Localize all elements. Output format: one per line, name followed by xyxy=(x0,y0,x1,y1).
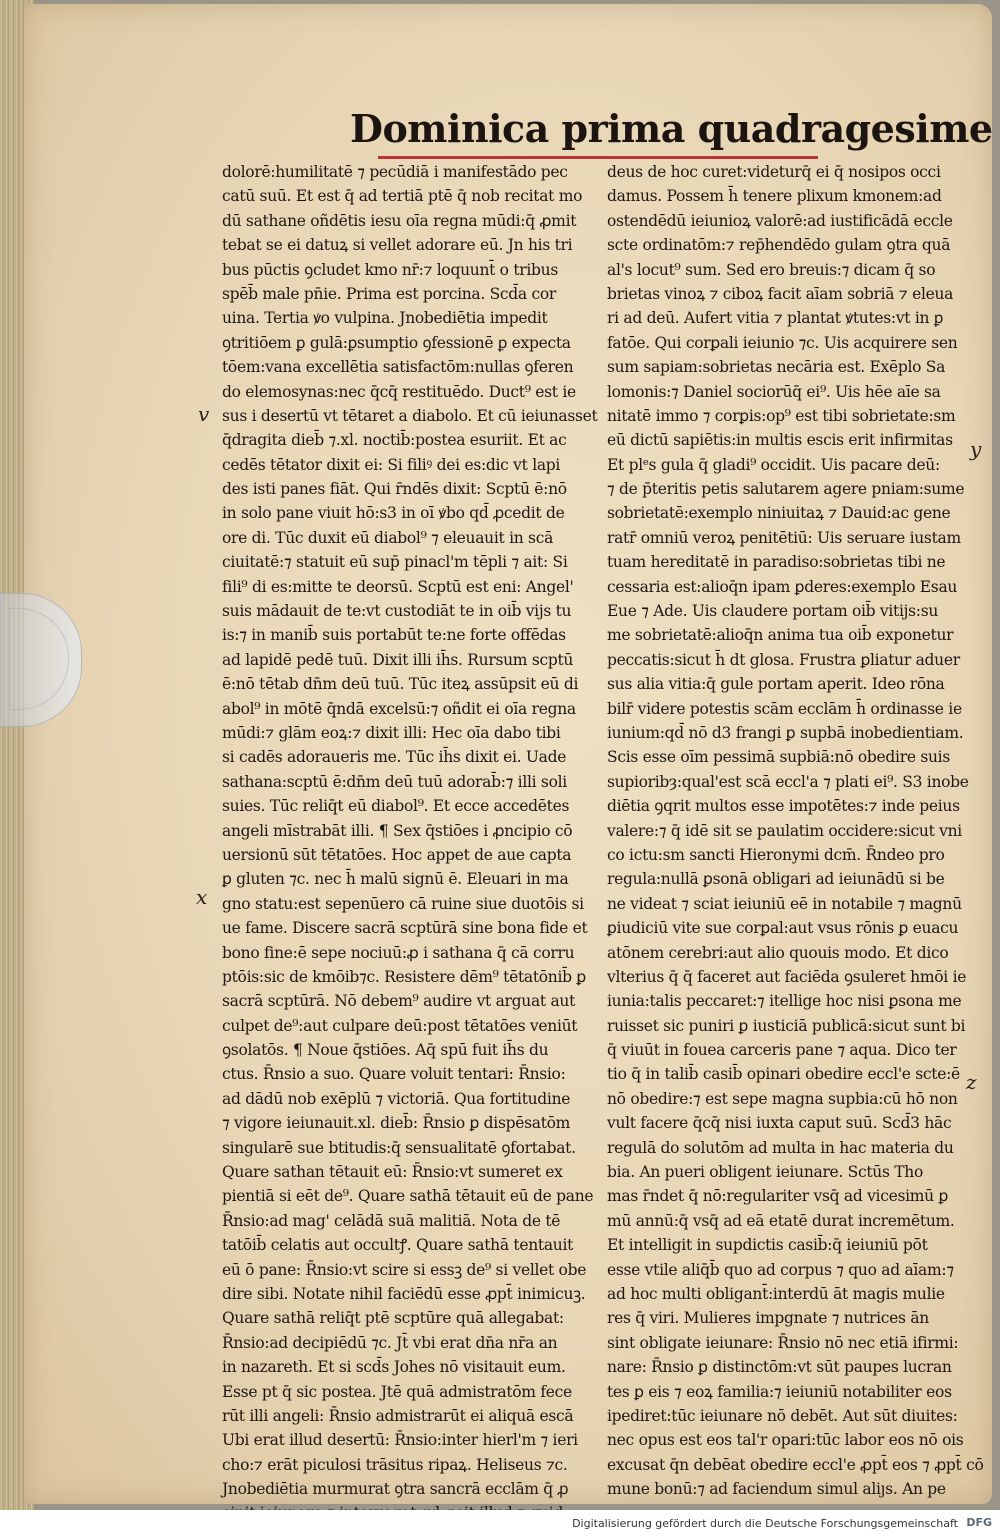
text-line: R̄nsio:ad mag' celādā suā malitiā. Nota de tē xyxy=(222,1211,561,1230)
text-line: sus alia vitia:q̄ gule portam aperit. Ideo rōna xyxy=(607,675,945,694)
text-line: brietas vinoꝝ ⁊ ciboꝝ facit aīam sobriā ⁊ eleua xyxy=(607,284,954,303)
text-line: tatōib̄ celatis aut occultꝭ. Quare sathā tentauit xyxy=(222,1236,574,1255)
header-title: Dominica prima quadragesime xyxy=(350,106,993,151)
digitization-footer xyxy=(0,1510,1000,1538)
text-line: iunia:talis peccaret:⁊ itellige hoc nisi ꝑsona me xyxy=(607,992,962,1011)
text-line: ad dādū nob exēplū ⁊ victoriā. Qua fortitudine xyxy=(222,1089,571,1108)
text-line: me sobrietatē:alioq̄n anima tua oib̄ exponetur xyxy=(607,626,954,645)
text-line: Scis esse oīm pessimā supbiā:nō obedire suis xyxy=(607,748,950,767)
text-line: eū ō pane: R̄nsio:vt scire si essꝫ de⁹ si vellet obe xyxy=(222,1260,587,1279)
text-line: al's locut⁹ sum. Sed ero breuis:⁊ dicam q̄ so xyxy=(607,260,936,279)
text-line: ē:nō tētab dn̄m deū tuū. Tūc iteꝝ assūpsit eū di xyxy=(222,675,579,694)
text-line: tōem:vana excellētia satisfactōm:nullas ꝯferen xyxy=(222,358,574,377)
text-line: cessaria est:alioq̄n ipam ꝑderes:exemplo Esau xyxy=(607,577,958,596)
text-line: fatōe. Qui corꝑali ieiunio ⁊c. Uis acquirere sen xyxy=(607,333,958,352)
margin-marker-x: x xyxy=(196,885,208,909)
dfg-logo: DFG xyxy=(966,1516,992,1529)
text-line: sint obligate ieiunare: R̄nsio nō nec etiā ifirmi: xyxy=(607,1333,959,1352)
text-line: ad lapidē pedē tuū. Dixit illi ih̄s. Rursum scptū xyxy=(222,650,574,669)
text-line: singularē sue btitudis:q̄ sensualitatē ꝯfortabat. xyxy=(222,1138,576,1157)
text-line: fili⁹ di es:mitte te deorsū. Scptū est eni: Angel' xyxy=(222,577,574,596)
text-line: bono fine:ē sepe nociuū:ꝓ i sathana q̄ cā corru xyxy=(222,943,575,962)
text-line: ptōis:sic de kmōib⁊c. Resistere dēm⁹ tētatōnib̄ ꝑ xyxy=(222,967,586,986)
text-line: in nazareth. Et si scd̄s Johes nō visitauit eum. xyxy=(222,1358,566,1377)
text-line: Et intelligit in supdictis casib̄:q̄ ieiuniū pōt xyxy=(607,1236,928,1255)
text-line: excusat q̄n debēat obedire eccl'e ꝓpt̄ eos ⁊ ꝓpt̄ cō xyxy=(607,1455,984,1474)
text-line: ore di. Tūc duxit eū diabol⁹ ⁊ eleuauit in scā xyxy=(222,528,554,547)
text-line: ad hoc multi obligant̄:interdū āt magis mulie xyxy=(607,1284,945,1303)
text-line: ꝯtritiōem ꝑ gulā:ꝑsumptio ꝯfessionē ꝑ expecta xyxy=(222,333,571,352)
text-line: Quare sathā reliq̄t ptē scptūre quā allegabat: xyxy=(222,1309,564,1328)
text-line: ꝑiudiciū vite sue corꝑal:aut vsus rōnis ꝑ euacu xyxy=(607,919,959,938)
margin-marker-z: z xyxy=(966,1070,977,1094)
text-line: ostendēdū ieiunioꝝ valorē:ad iustificādā eccle xyxy=(607,211,953,230)
text-line: R̄nsio:ad decipiēdū ⁊c. Jt̄ vbi erat dn̄a nr̄a an xyxy=(222,1333,558,1352)
text-line: regula:nullā ꝑsonā obligari ad ieiunādū si be xyxy=(607,870,945,889)
text-line: tebat se ei datuꝝ si vellet adorare eū. Jn his tri xyxy=(222,236,573,255)
text-line: suis mādauit de te:vt custodiāt te in oib̄ vijs tu xyxy=(222,602,572,621)
text-line: des isti panes fiāt. Qui r̄ndēs dixit: Scptū ē:nō xyxy=(222,480,567,499)
text-line: Ubi erat illud desertū: R̄nsio:inter hierl'm ⁊ ieri xyxy=(222,1431,578,1450)
text-line: deus de hoc curet:videturq̄ ei q̄ nosipos occi xyxy=(607,163,941,181)
text-line: dū sathane oñdētis iesu oīa regna mūdi:q̄ ꝓmit xyxy=(222,211,577,230)
text-line: ue fame. Discere sacrā scptūrā sine bona fide et xyxy=(222,919,588,938)
text-line: abol⁹ in mōtē q̄ndā excelsū:⁊ oñdit ei oīa regna xyxy=(222,699,576,718)
margin-marker-v: v xyxy=(198,402,210,426)
margin-marker-y: y xyxy=(970,437,982,461)
text-line: tio q̄ in talib̄ casib̄ opinari obedire eccl'e scte:ē xyxy=(607,1065,960,1084)
text-line: si cadēs adoraueris me. Tūc ih̄s dixit ei. Uade xyxy=(222,748,567,767)
text-line: Esse pt q̄ sic postea. Jtē quā admistratōm fece xyxy=(222,1382,572,1401)
text-line: cho:⁊ erāt piculosi trāsitus ripaꝝ. Heliseus ⁊c. xyxy=(222,1455,568,1474)
text-line: suies. Tūc reliq̄t eū diabol⁹. Et ecce accedētes xyxy=(222,797,570,816)
text-line: ipediret:tūc ieiunare nō debēt. Aut sūt diuites: xyxy=(607,1406,958,1425)
text-line: nō obedire:⁊ est sepe magna supbia:cū hō non xyxy=(607,1089,958,1108)
text-line: eū dictū sapiētis:in multis escis erit infirmitas xyxy=(607,431,953,450)
text-line: sus i desertū vt tētaret a diabolo. Et cū ieiunasset xyxy=(222,406,598,425)
text-line: diētia ꝯqrit multos esse impotētes:⁊ inde peius xyxy=(607,797,960,816)
text-line: ctus. R̄nsio a suo. Quare voluit tentari: R̄nsio: xyxy=(222,1065,566,1084)
text-line: bilr̄ videre potestis scām ecclām h̄ ordinasse ie xyxy=(607,699,962,718)
text-line: sobrietatē:exemplo niniuitaꝝ ⁊ Dauid:ac gene xyxy=(607,504,951,523)
text-line: q̄dragita dieb̄ ⁊.xl. noctib̄:postea esuriit. Et ac xyxy=(222,431,567,450)
left-text-column xyxy=(222,160,598,1526)
text-line: vlterius q̄ q̄ faceret aut faciēda ꝯsuleret hmōi ie xyxy=(607,967,967,986)
text-line: atōnem cerebri:aut alio quouis modo. Et dico xyxy=(607,943,949,962)
text-line: co ictu:sm sancti Hieronymi dcm̄. R̄ndeo pro xyxy=(607,845,945,864)
text-line: res q̄ viri. Mulieres impgnate ⁊ nutrices ān xyxy=(607,1309,929,1328)
text-line: ratr̄ omniū veroꝝ penitētiū: Uis seruare iustam xyxy=(607,528,961,547)
text-line: mune bonū:⁊ ad faciendum simul aliȷs. An pe xyxy=(607,1480,946,1499)
running-header xyxy=(350,106,993,162)
text-line: nec opus est eos tal'r opari:tūc labor eos nō ois xyxy=(607,1431,964,1450)
text-line: mas r̄ndet q̄ nō:regulariter vsq̄ ad vicesimū ꝑ xyxy=(607,1187,949,1206)
text-line: iunium:qd̄ nō d3 frangi ꝑ supbā inobedientiam. xyxy=(607,723,964,742)
text-line: cedēs tētator dixit ei: Si filiꝰ dei es:dic vt lapi xyxy=(222,455,561,474)
text-line: ꝯsolatōs. ¶ Noue q̄stiōes. Aq̄ spū fuit ih̄s du xyxy=(222,1041,549,1060)
text-line: ciuitatē:⁊ statuit eū sup̄ pinacl'm tēpli ⁊ ait: Si xyxy=(222,553,568,572)
text-line: Et plᵉs gula q̄ gladi⁹ occidit. Uis pacare deū: xyxy=(607,455,940,474)
page-clip-inner xyxy=(9,608,69,710)
text-line: vult facere q̄cq̄ nisi iuxta caput suū. Scd̄3 hāc xyxy=(607,1114,952,1133)
text-line: sathana:scptū ē:dn̄m deū tuū adorab̄:⁊ illi soli xyxy=(222,772,567,791)
text-line: ri ad deū. Aufert vitia ⁊ plantat ꝟtutes:vt in ꝑ xyxy=(607,309,944,328)
text-line: catū suū. Et est q̄ ad tertiā ptē q̄ nob recitat mo xyxy=(222,187,583,206)
text-line: q̄ viuūt in fouea carceris pane ⁊ aqua. Dico ter xyxy=(607,1041,957,1060)
text-line: Quare sathan tētauit eū: R̄nsio:vt sumeret ex xyxy=(222,1163,563,1182)
text-line: nare: R̄nsio ꝑ distinctōm:vt sūt paupes lucran xyxy=(607,1358,952,1377)
text-line: damus. Possem h̄ tenere plixum kmonem:ad xyxy=(607,187,942,206)
text-line: supioribȝ:qual'est scā eccl'a ⁊ plati ei⁹. S3 inobe xyxy=(607,772,969,791)
text-line: bia. An pueri obligent ieiunare. Sctūs Tho xyxy=(607,1163,924,1182)
text-line: uina. Tertia ꝟo vulpina. Jnobediētia impedit xyxy=(222,309,548,328)
text-line: esse vtile aliq̄b̄ quo ad corpus ⁊ quo ad aīam:⁊ xyxy=(607,1260,954,1279)
text-line: ⁊ vigore ieiunauit.xl. dieb̄: R̄nsio ꝑ dispēsatōm xyxy=(222,1114,571,1133)
text-line: ꝑ gluten ⁊c. nec h̄ malū signū ē. Eleuari in ma xyxy=(222,870,569,889)
text-line: dire sibi. Notate nihil faciēdū esse ꝓpt̄ inimicuꝫ. xyxy=(222,1284,586,1303)
text-line: peccatis:sicut h̄ dt glosa. Frustra ꝑliatur aduer xyxy=(607,650,960,669)
text-line: mū annū:q̄ vsq̄ ad eā etatē durat incremētum. xyxy=(607,1211,955,1230)
text-line: ⁊ de p̄teritis petis salutarem agere pniam:sume xyxy=(607,480,965,499)
right-text-column xyxy=(607,160,984,1501)
footer-credit-text: Digitalisierung gefördert durch die Deutsche Forschungsgemeinschaft xyxy=(572,1517,958,1530)
text-line: ruisset sic puniri ꝑ iusticiā publicā:sicut sunt bi xyxy=(607,1016,966,1035)
text-line: sacrā scptūrā. Nō debem⁹ audire vt arguat aut xyxy=(222,992,576,1011)
text-line: bus pūctis ꝯcludet kmo nr̄:⁊ loquunt̄ o tribus xyxy=(222,260,558,279)
text-line: tes ꝑ eis ⁊ eoꝝ familia:⁊ ieiuniū notabiliter eos xyxy=(607,1382,952,1401)
text-line: Eue ⁊ Ade. Uis claudere portam oib̄ vitijs:su xyxy=(607,602,939,621)
text-line: pientiā si eēt de⁹. Quare sathā tētauit eū de pane xyxy=(222,1187,594,1206)
text-line: valere:⁊ q̄ idē sit se paulatim occidere:sicut vni xyxy=(607,821,962,840)
text-line: sum sapiam:sobrietas necāria est. Exēplo Sa xyxy=(607,358,946,377)
text-line: tuam hereditatē in paradiso:sobrietas tibi ne xyxy=(607,553,946,572)
text-line: is:⁊ in manib̄ suis portabūt te:ne forte offēdas xyxy=(222,626,566,645)
text-line: in solo pane viuit hō:s3 in oī ꝟbo qd̄ ꝓcedit de xyxy=(222,504,565,523)
text-line: mūdi:⁊ glām eoꝝ:⁊ dixit illi: Hec oīa dabo tibi xyxy=(222,723,561,742)
text-line: rūt illi angeli: R̄nsio admistrarūt ei aliquā escā xyxy=(222,1406,574,1425)
text-line: ne videat ⁊ sciat ieiuniū eē in notabile ⁊ magnū xyxy=(607,894,962,913)
text-line: Jnobediētia murmurat ꝯtra sancrā ecclām q̄ ꝓ xyxy=(222,1480,569,1499)
text-line: uersionū sūt tētatōes. Hoc appet de aue capta xyxy=(222,845,572,864)
header-red-rule xyxy=(378,156,818,159)
text-line: lomonis:⁊ Daniel sociorūq̄ ei⁹. Uis hēe aīe sa xyxy=(607,382,941,401)
text-line: do elemosynas:nec q̄cq̄ restituēdo. Duct⁹ est ie xyxy=(222,382,576,401)
text-line: culpet de⁹:aut culpare deū:post tētatōes veniūt xyxy=(222,1016,578,1035)
text-line: dolorē:humilitatē ⁊ pecūdiā i manifestādo pec xyxy=(222,163,568,181)
text-line: nitatē immo ⁊ corꝑis:op⁹ est tibi sobrietate:sm xyxy=(607,406,956,425)
text-line: scte ordinatōm:⁊ rep̄hendēdo gulam ꝯtra quā xyxy=(607,236,951,255)
text-line: angeli mīstrabāt illi. ¶ Sex q̄stiōes i ꝓncipio cō xyxy=(222,821,573,840)
text-line: regulā do solutōm ad multa in hac materia du xyxy=(607,1138,954,1157)
text-line: spēb̄ male pn̄ie. Prima est porcina. Scd̄a cor xyxy=(222,284,557,303)
text-line: gno statu:est sepenūero cā ruine siue duotōis si xyxy=(222,894,584,913)
